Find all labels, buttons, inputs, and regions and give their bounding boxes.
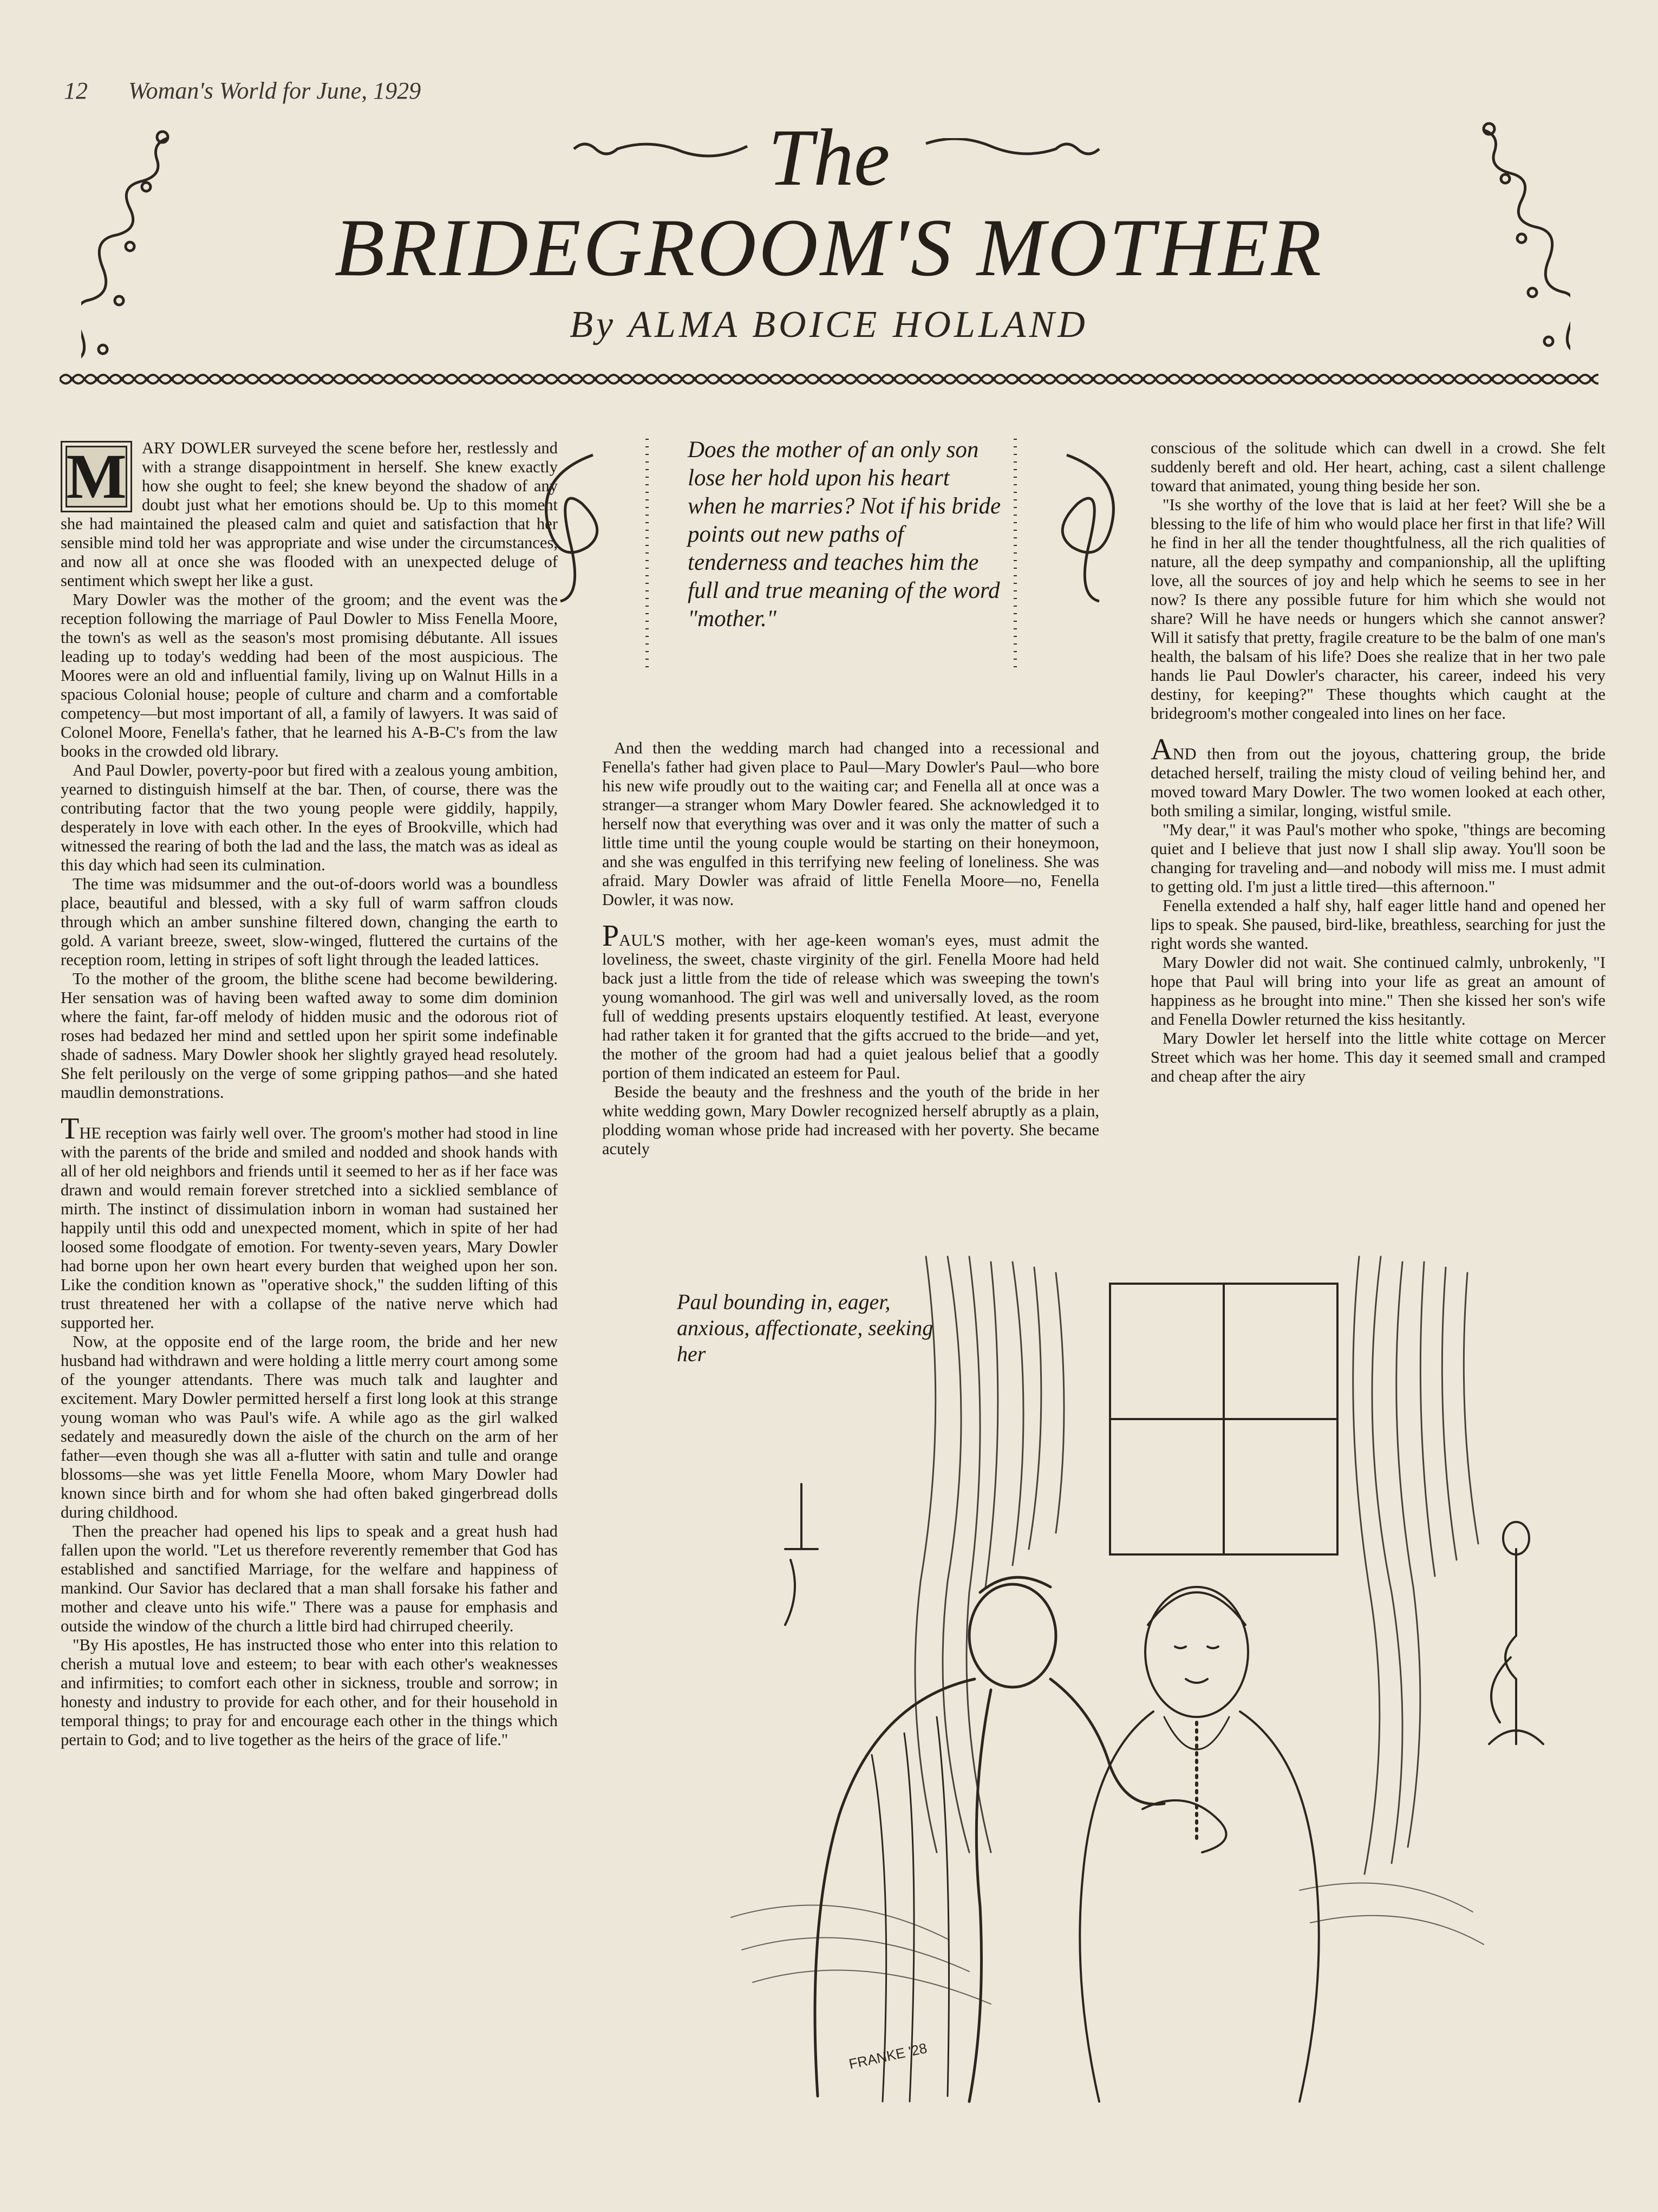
decorative-border	[60, 368, 1598, 390]
paragraph: AND then from out the joyous, chattering group, the bride detached herself, trailing the misty cloud of veiling behind her, and moved toward Mary Dowler. The two women looked at each other, both smiling a similar, longing, wistful smile.	[1151, 733, 1605, 820]
paragraph: Mary Dowler was the mother of the groom; and the event was the reception following the marriage of Paul Dowler to Miss Fenella Moore, the town's as well as the season's most promising débutante. All issues leading up to today's wedding had been of the most auspicious. The Moores were an old and influential family, living up on Walnut Hills in a spacious Colonial house; people of culture and charm and a comfortable competency—but most important of all, a family of lawyers. It was said of Colonel Moore, Fenella's father, that he learned his A-B-C's from the law books in the crowded old library.	[61, 590, 558, 760]
man-figure-drawing	[815, 1577, 1164, 2102]
shading-drawing	[731, 1883, 1484, 2004]
paragraph: conscious of the solitude which can dwell in a crowd. She felt suddenly bereft and old. Her heart, aching, cast a silent challenge toward that animated, young thing beside her son.	[1151, 439, 1605, 495]
right-swash-icon	[1023, 450, 1132, 607]
artist-signature: FRANKE '28	[847, 2040, 929, 2072]
paragraph: And Paul Dowler, poverty-poor but fired with a zealous young ambition, yearned to distinguish himself at the bar. Then, of course, there was the contributing factor that the two young people were giddily, happily, desperately in love with each other. In the eyes of Brookville, which had witnessed the rearing of both the lad and the lass, the match was as ideal as this day which had seen its culmination.	[61, 761, 558, 874]
article-column-1	[61, 439, 558, 1749]
page-number: 12	[64, 77, 88, 104]
left-swash-icon	[528, 450, 636, 607]
candlestick-drawing	[785, 1484, 818, 1625]
paragraph: "My dear," it was Paul's mother who spoke, "things are becoming quiet and I believe that just now I shall slip away. You'll soon be changing for traveling and—and nobody will miss me. I must admit to getting old. I'm just a little tired—this afternoon."	[1151, 821, 1605, 896]
title-line-1: The	[768, 113, 890, 203]
initial-letter: P	[602, 919, 619, 953]
paragraph: The time was midsummer and the out-of-doors world was a boundless place, beautiful and blessed, with a sky full of warm saffron clouds through which an amber sunshine filtered down, changing the earth to gold. A variant breeze, sweet, slow-winged, fluttered the curtains of the reception room, letting in stripes of soft light through the leaded lattices.	[61, 875, 558, 969]
paragraph: "Is she worthy of the love that is laid at her feet? Will she be a blessing to the life of him who would place her first in that life? Will he find in her all the tender thoughtfulness, all the rich qualities of nature, all the deep sympathy and companionship, all the uplifting love, all the sources of joy and help which he seems to see in her now? Is there any possible future for him which she would not share? Will he have needs or hungers which she cannot answer? Will it satisfy that pretty, fragile creature to be the balm of one man's health, the balsam of his life? Does she realize that in her two pale hands lie Paul Dowler's character, his career, indeed his very destiny, for keeping?" These thoughts which caught at the bridegroom's mother congealed into lines on her face.	[1151, 496, 1605, 723]
paragraph: Mary Dowler let herself into the little white cottage on Mercer Street which was her home. This day it seemed small and cramped and cheap after the airy	[1151, 1029, 1605, 1085]
initial-letter: A	[1151, 733, 1173, 766]
paragraph: M ARY DOWLER surveyed the scene before her, restlessly and with a strange disappointment in herself. She knew exactly how she ought to feel; she knew beyond the shadow of any doubt just what her emotions should be. Up to this moment she had maintained the pleased calm and quiet and satisfaction that her sensible mind told her was appropriate and wise under the circumstances, and now all at once she was flooded with an unexpected deluge of sentiment which swept her like a gust.	[61, 439, 558, 590]
paragraph: Beside the beauty and the freshness and the youth of the bride in her white wedding gown, Mary Dowler recognized herself abruptly as a plain, plodding woman whose pride had increased with her poverty. She became acutely	[602, 1083, 1099, 1158]
article-column-3	[1151, 439, 1605, 1086]
paragraph: Now, at the opposite end of the large room, the bride and her new husband had withdrawn and were holding a little merry court among some of the younger attendants. There was much talk and laughter and excitement. Mary Dowler permitted herself a first long look at this strange young woman who was Paul's wife. A while ago as the girl walked sedately and measuredly down the aisle of the church on the arm of her father—even though she was all a-flutter with satin and tulle and orange blossoms—she was yet little Fenella Moore, whom Mary Dowler had known since birth and for whom she had often baked gingerbread dolls during childhood.	[61, 1332, 558, 1521]
right-dotted-rule	[1013, 439, 1018, 672]
paragraph: Fenella extended a half shy, half eager little hand and opened her lips to speak. She paused, bird-like, breathless, searching for just the right words she wanted.	[1151, 896, 1605, 953]
paragraph: "By His apostles, He has instructed those who enter into this relation to cherish a mutual love and esteem; to bear with each other's weaknesses and infirmities; to comfort each other in sickness, trouble and sorrow; in honesty and industry to provide for each other, and for their household in temporal things; to pray for and encourage each other in the things which pertain to God; and to live together as the heirs of the grace of life."	[61, 1636, 558, 1749]
left-dotted-rule	[644, 439, 650, 672]
paragraph: Mary Dowler did not wait. She continued calmly, unbrokenly, "I hope that Paul will bring into your life as great an amount of happiness as he brought into mine." Then she kissed her son's wife and Fenella Dowler returned the kiss hesitantly.	[1151, 953, 1605, 1029]
window-drawing	[1110, 1284, 1337, 1554]
drop-cap: M	[61, 441, 132, 512]
byline: By ALMA BOICE HOLLAND	[570, 304, 1088, 346]
paragraph: To the mother of the groom, the blithe scene had become bewildering. Her sensation was of having been wafted away to some dim dominion where the faint, far-off melody of hidden music and the odorous riot of roses had bedazed her mind and settled upon her spirit some indefinable shade of sadness. Mary Dowler shook her slightly grayed head resolutely. She felt perilously on the verge of some gripping pathos—and she hated maudlin demonstrations.	[61, 970, 558, 1102]
paragraph: PAUL'S mother, with her age-keen woman's eyes, must admit the loveliness, the sweet, chaste virginity of the girl. Fenella Moore had held back just a little from the tide of release which was sweeping the town's young womanhood. The girl was well and universally loved, as the room full of wedding presents upstairs eloquently testified. At least, everyone had rather taken it for granted that the gifts accrued to the bride—and yet, the mother of the groom had had a quiet jealous belief that a goodly portion of them indicated an esteem for Paul.	[602, 919, 1099, 1082]
paragraph: THE reception was fairly well over. The groom's mother had stood in line with the parents of the bride and smiled and nodded and shook hands with all of her old neighbors and friends until it seemed to her as if her face was drawn and would remain forever stretched into a sicklied semblance of mirth. The instinct of dissimulation inborn in woman had sustained her happily until this odd and unexpected moment, which in spite of her had loosed some floodgate of emotion. For twenty-seven years, Mary Dowler had borne upon her own heart every burden that weighed upon her son. Like the condition known as "operative shock," the sudden lifting of this trust threatened her with a collapse of the native nerve which had supported her.	[61, 1112, 558, 1332]
running-header	[64, 77, 421, 105]
page-title: BRIDEGROOM'S MOTHER	[334, 202, 1324, 293]
paragraph: Then the preacher had opened his lips to speak and a great hush had fallen upon the world. "Let us therefore reverently remember that God has established and sanctified Marriage, for the welfare and happiness of mankind. Our Savior has declared that a man shall forsake his father and mother and cleave unto his wife." There was a pause for emphasis and outside the window of the church a little bird had chirruped cheerily.	[61, 1522, 558, 1635]
lamp-drawing	[1489, 1522, 1543, 1744]
initial-letter: T	[61, 1112, 80, 1146]
paragraph: And then the wedding march had changed into a recessional and Fenella's father had given place to Paul—Mary Dowler's Paul—who bore his new wife proudly out to the waiting car; and Fenella all at once was a stranger—a stranger whom Mary Dowler feared. She acknowledged it to herself now that everything was over and it was only the matter of such a little time until the young couple would be starting on their honeymoon, and she was engulfed in this terrifying new feeling of loneliness. She was afraid. Mary Dowler was afraid of little Fenella Moore—no, Fenella Dowler, it was now.	[602, 739, 1099, 909]
woman-figure-drawing	[1080, 1587, 1318, 2102]
illustration-caption: Paul bounding in, eager, anxious, affectionate, seeking her	[677, 1290, 934, 1366]
publication-line: Woman's World for June, 1929	[128, 77, 421, 104]
pull-quote: Does the mother of an only son lose her hold upon his heart when he marries? Not if his bride points out new paths of tenderness and teaches him the full and true meaning of the word "mother."	[688, 437, 1001, 632]
article-column-2	[602, 739, 1099, 1159]
